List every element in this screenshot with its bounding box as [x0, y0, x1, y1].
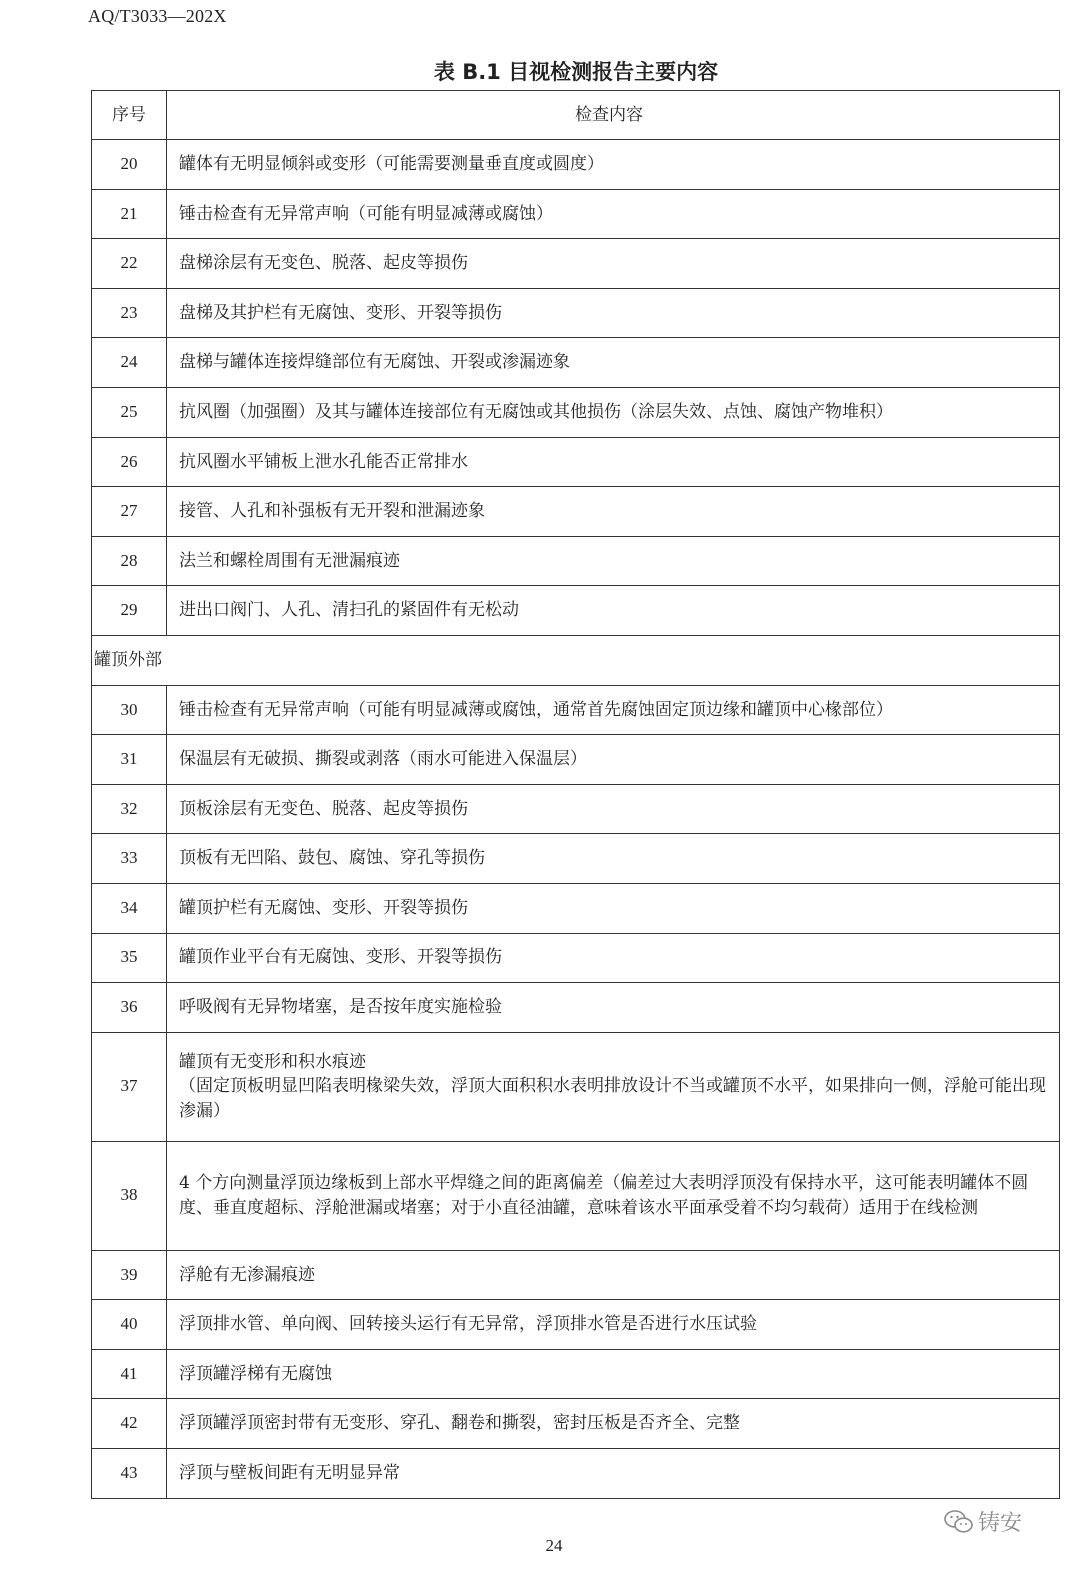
row-number: 39 — [92, 1250, 167, 1300]
row-number: 32 — [92, 784, 167, 834]
row-content: 浮顶排水管、单向阀、回转接头运行有无异常，浮顶排水管是否进行水压试验 — [167, 1300, 1060, 1350]
row-content: 浮舱有无渗漏痕迹 — [167, 1250, 1060, 1300]
table-row — [92, 735, 1060, 785]
row-number: 37 — [92, 1032, 167, 1141]
column-header-number: 序号 — [92, 91, 167, 140]
table-row — [92, 1300, 1060, 1350]
row-number: 36 — [92, 983, 167, 1033]
row-number: 41 — [92, 1349, 167, 1399]
row-content: 盘梯与罐体连接焊缝部位有无腐蚀、开裂或渗漏迹象 — [167, 338, 1060, 388]
table-row — [92, 1141, 1060, 1250]
row-number: 38 — [92, 1141, 167, 1250]
table-row — [92, 338, 1060, 388]
table-row — [92, 983, 1060, 1033]
row-number: 24 — [92, 338, 167, 388]
row-content: 进出口阀门、人孔、清扫孔的紧固件有无松动 — [167, 586, 1060, 636]
table-row — [92, 834, 1060, 884]
row-content: 顶板涂层有无变色、脱落、起皮等损伤 — [167, 784, 1060, 834]
table-row — [92, 437, 1060, 487]
row-number: 40 — [92, 1300, 167, 1350]
row-number: 42 — [92, 1399, 167, 1449]
table-row — [92, 1250, 1060, 1300]
table-row — [92, 387, 1060, 437]
row-content: 法兰和螺栓周围有无泄漏痕迹 — [167, 536, 1060, 586]
row-content: 罐顶作业平台有无腐蚀、变形、开裂等损伤 — [167, 933, 1060, 983]
section-label-roof-exterior: 罐顶外部 — [92, 635, 1060, 685]
table-row — [92, 140, 1060, 190]
row-content — [167, 1032, 1060, 1141]
table-row — [92, 586, 1060, 636]
wechat-icon — [944, 1509, 974, 1535]
table-row — [92, 487, 1060, 537]
row-content: 盘梯涂层有无变色、脱落、起皮等损伤 — [167, 239, 1060, 289]
inspection-table — [91, 90, 1060, 1499]
row-number: 28 — [92, 536, 167, 586]
row-number: 43 — [92, 1449, 167, 1499]
watermark — [944, 1506, 1022, 1537]
section-row — [92, 635, 1060, 685]
row-content: 抗风圈水平铺板上泄水孔能否正常排水 — [167, 437, 1060, 487]
table-header-row — [92, 91, 1060, 140]
table-row — [92, 288, 1060, 338]
table-row — [92, 883, 1060, 933]
table-row — [92, 536, 1060, 586]
row-number: 20 — [92, 140, 167, 190]
row-content: 浮顶罐浮顶密封带有无变形、穿孔、翻卷和撕裂，密封压板是否齐全、完整 — [167, 1399, 1060, 1449]
row-number: 26 — [92, 437, 167, 487]
table-row — [92, 1349, 1060, 1399]
row-number: 35 — [92, 933, 167, 983]
row-content: 呼吸阀有无异物堵塞，是否按年度实施检验 — [167, 983, 1060, 1033]
row-content: 浮顶罐浮梯有无腐蚀 — [167, 1349, 1060, 1399]
row-number: 25 — [92, 387, 167, 437]
row-content: 抗风圈（加强圈）及其与罐体连接部位有无腐蚀或其他损伤（涂层失效、点蚀、腐蚀产物堆积） — [167, 387, 1060, 437]
row-number: 33 — [92, 834, 167, 884]
table-row — [92, 189, 1060, 239]
page-number: 24 — [545, 1536, 563, 1555]
standard-code: AQ/T3033—202X — [88, 6, 227, 26]
row-content: 罐顶护栏有无腐蚀、变形、开裂等损伤 — [167, 883, 1060, 933]
row-content-line: 罐顶有无变形和积水痕迹 — [179, 1051, 366, 1072]
watermark-text: 铸安 — [978, 1511, 1023, 1536]
row-content: 罐体有无明显倾斜或变形（可能需要测量垂直度或圆度） — [167, 140, 1060, 190]
table-row — [92, 1032, 1060, 1141]
table-row — [92, 1399, 1060, 1449]
row-number: 23 — [92, 288, 167, 338]
row-content-note: （固定顶板明显凹陷表明椽梁失效，浮顶大面积积水表明排放设计不当或罐顶不水平，如果排向一侧，浮舱可能出现渗漏） — [179, 1076, 1046, 1121]
table-row — [92, 239, 1060, 289]
row-content: 浮顶与壁板间距有无明显异常 — [167, 1449, 1060, 1499]
table-row — [92, 1449, 1060, 1499]
row-content: 锤击检查有无异常声响（可能有明显减薄或腐蚀） — [167, 189, 1060, 239]
row-content: 锤击检查有无异常声响（可能有明显减薄或腐蚀，通常首先腐蚀固定顶边缘和罐顶中心椽部位） — [167, 685, 1060, 735]
row-number: 27 — [92, 487, 167, 537]
table-row — [92, 685, 1060, 735]
row-number: 21 — [92, 189, 167, 239]
column-header-content: 检查内容 — [167, 91, 1060, 140]
row-number: 31 — [92, 735, 167, 785]
row-number: 29 — [92, 586, 167, 636]
row-number: 30 — [92, 685, 167, 735]
row-content: 保温层有无破损、撕裂或剥落（雨水可能进入保温层） — [167, 735, 1060, 785]
table-row — [92, 784, 1060, 834]
table-row — [92, 933, 1060, 983]
row-content: 接管、人孔和补强板有无开裂和泄漏迹象 — [167, 487, 1060, 537]
table-title: 表 B.1 目视检测报告主要内容 — [433, 60, 719, 84]
row-content: 顶板有无凹陷、鼓包、腐蚀、穿孔等损伤 — [167, 834, 1060, 884]
row-content: 盘梯及其护栏有无腐蚀、变形、开裂等损伤 — [167, 288, 1060, 338]
row-number: 34 — [92, 883, 167, 933]
row-content: 4 个方向测量浮顶边缘板到上部水平焊缝之间的距离偏差（偏差过大表明浮顶没有保持水平，这可能表明罐体不圆度、垂直度超标、浮舱泄漏或堵塞；对于小直径油罐，意味着该水平面承受着不均匀载荷）适用于在线检测 — [167, 1141, 1060, 1250]
row-number: 22 — [92, 239, 167, 289]
